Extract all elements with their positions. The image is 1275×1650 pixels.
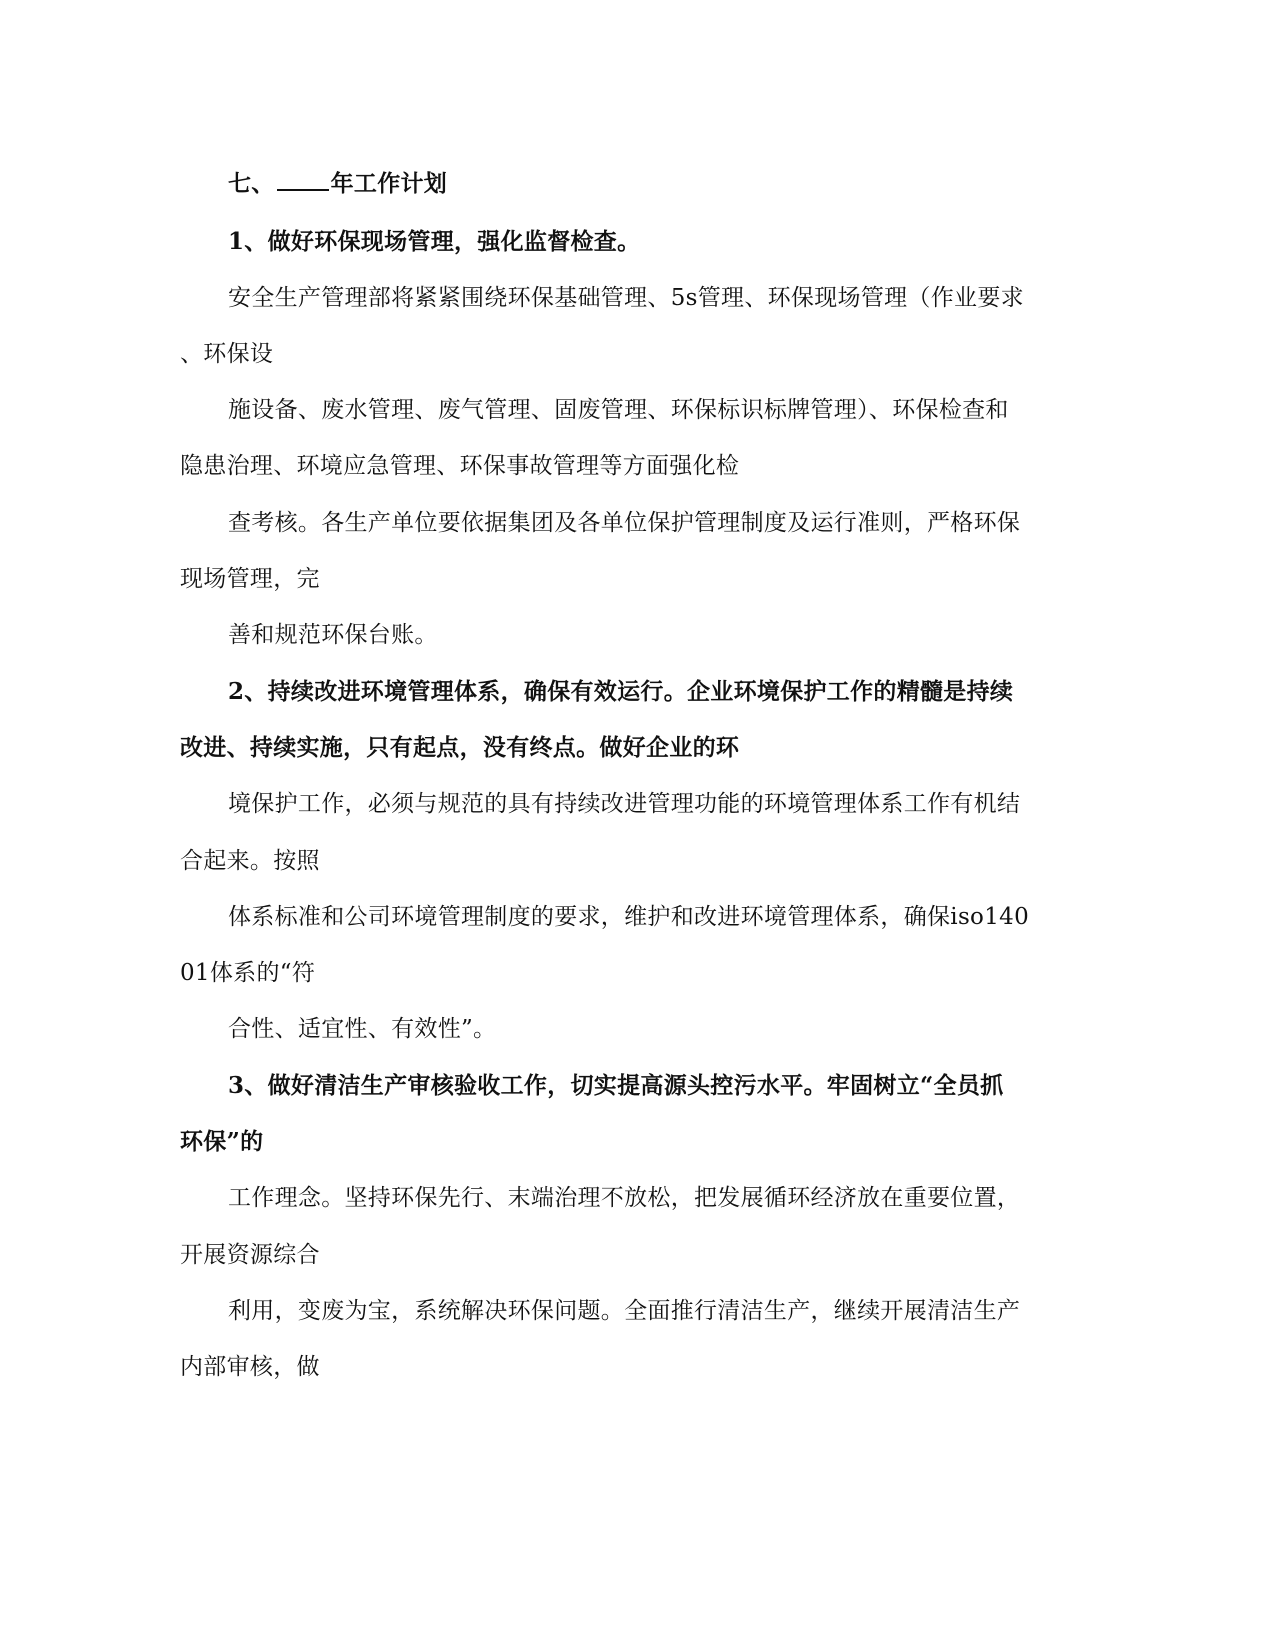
item-2-title-cont: 改进、持续实施，只有起点，没有终点。做好企业的环 [180,734,740,761]
paragraph-line: 合起来。按照 [180,848,320,874]
paragraph-line: 01体系的“符 [180,960,316,986]
item-2-title: 2、持续改进环境管理体系，确保有效运行。企业环境保护工作的精髓是持续 [228,678,1014,705]
paragraph-line: 体系标准和公司环境管理制度的要求，维护和改进环境管理体系，确保iso140 [228,904,1030,930]
paragraph-line: 合性、适宜性、有效性”。 [228,1016,497,1042]
section-heading [228,169,447,199]
heading-prefix: 七、 [228,170,275,197]
item-3-title-cont: 环保”的 [180,1128,264,1155]
paragraph-line: 善和规范环保台账。 [228,622,438,648]
paragraph-line: 内部审核，做 [180,1354,320,1380]
paragraph-line: 施设备、废水管理、废气管理、固废管理、环保标识标牌管理）、环保检查和 [228,397,1009,423]
paragraph-line: 查考核。各生产单位要依据集团及各单位保护管理制度及运行准则，严格环保 [228,510,1021,536]
paragraph-line: 现场管理，完 [180,566,320,592]
item-3-title: 3、做好清洁生产审核验收工作，切实提高源头控污水平。牢固树立“全员抓 [228,1072,1004,1099]
paragraph-line: 开展资源综合 [180,1242,320,1268]
paragraph-line: 利用，变废为宝，系统解决环保问题。全面推行清洁生产，继续开展清洁生产 [228,1298,1021,1324]
blank-year-field [277,169,329,191]
paragraph-line: 境保护工作，必须与规范的具有持续改进管理功能的环境管理体系工作有机结 [228,791,1021,817]
item-1-title: 1、做好环保现场管理，强化监督检查。 [228,228,641,255]
heading-suffix: 年工作计划 [330,170,448,197]
paragraph-line: 安全生产管理部将紧紧围绕环保基础管理、5s管理、环保现场管理（作业要求 [228,285,1024,311]
paragraph-line: 隐患治理、环境应急管理、环保事故管理等方面强化检 [180,453,740,479]
paragraph-line: 工作理念。坚持环保先行、末端治理不放松，把发展循环经济放在重要位置， [228,1185,1021,1211]
paragraph-line: 、环保设 [180,341,274,367]
